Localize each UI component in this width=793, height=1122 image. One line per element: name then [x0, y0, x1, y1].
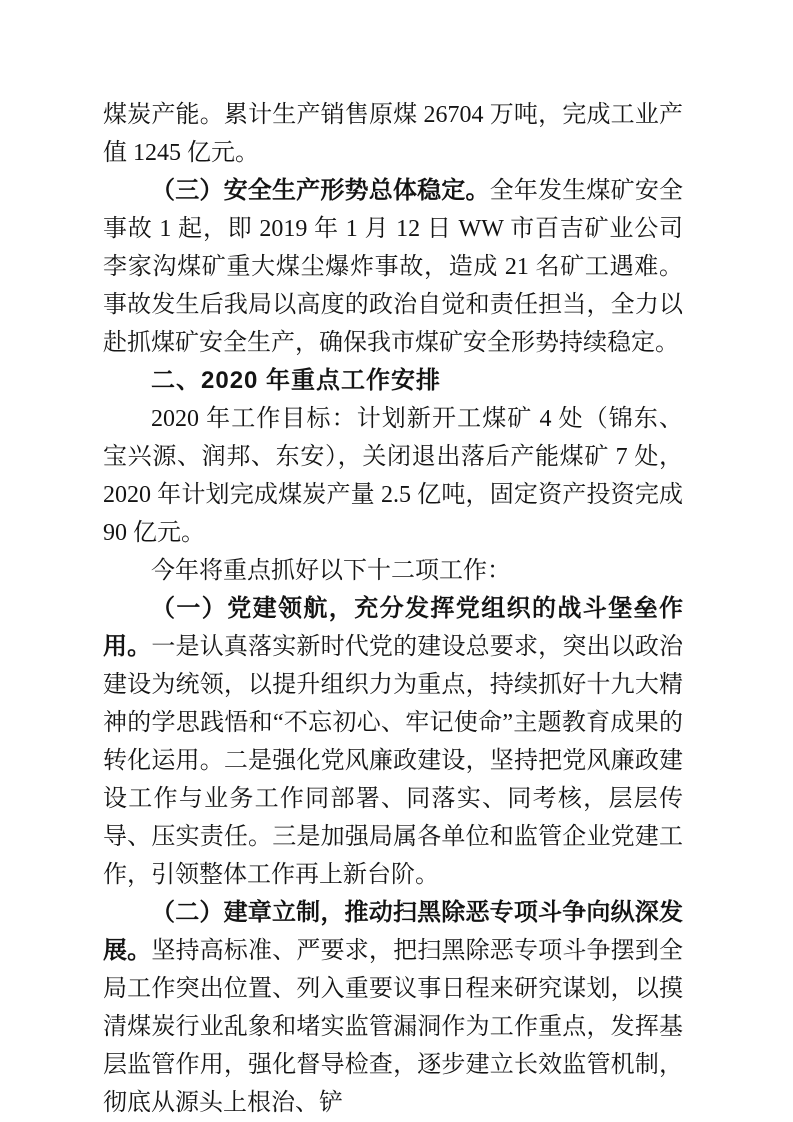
paragraph-text: 今年将重点抓好以下十二项工作： — [151, 558, 511, 584]
work-intro-paragraph — [103, 552, 683, 590]
paragraph-text: 全年发生煤矿安全事故 1 起，即 2019 年 1 月 12 日 WW 市百吉矿业公司李家沟煤矿重大煤尘爆炸事故，造成 21 名矿工遇难。事故发生后我局以高度的政治自觉和责任担当，全力以赴抓煤矿安全生产，确保我市煤矿安全形势持续稳定。 — [103, 178, 684, 356]
section-heading-text: 二、2020 年重点工作安排 — [151, 367, 442, 394]
item-two-paragraph — [103, 894, 683, 1122]
section-heading — [103, 362, 683, 400]
section-three-paragraph — [103, 172, 683, 362]
paragraph-text: 2020 年工作目标：计划新开工煤矿 4 处（锦东、宝兴源、润邦、东安），关闭退出落后产能煤矿 7 处，2020 年计划完成煤炭产量 2.5 亿吨，固定资产投资完成 90 亿元。 — [103, 406, 683, 546]
item-one-paragraph — [103, 590, 683, 894]
carryover-paragraph — [103, 96, 683, 172]
paragraph-text: 坚持高标准、严要求，把扫黑除恶专项斗争摆到全局工作突出位置、列入重要议事日程来研究谋划，以摸清煤炭行业乱象和堵实监管漏洞作为工作重点，发挥基层监管作用，强化督导检查，逐步建立长效监管机制，彻底从源头上根治、铲 — [103, 938, 684, 1116]
paragraph-lead-text: （一）党建领航，充分发挥党组织的战斗堡垒作用。 — [103, 596, 683, 660]
paragraph-text: 一是认真落实新时代党的建设总要求，突出以政治建设为统领，以提升组织力为重点，持续抓好十九大精神的学思践悟和“不忘初心、牢记使命”主题教育成果的转化运用。二是强化党风廉政建设，坚持把党风廉政建设工作与业务工作同部署、同落实、同考核，层层传导、压实责任。三是加强局属各单位和监管企业党建工作，引领整体工作再上新台阶。 — [103, 634, 684, 888]
goals-paragraph — [103, 400, 683, 552]
paragraph-text: 煤炭产能。累计生产销售原煤 26704 万吨，完成工业产值 1245 亿元。 — [103, 102, 683, 166]
paragraph-lead-text: （三）安全生产形势总体稳定。 — [151, 178, 490, 204]
paragraph-lead-text: （二）建章立制，推动扫黑除恶专项斗争向纵深发展。 — [103, 900, 683, 964]
document-body — [103, 96, 683, 1122]
